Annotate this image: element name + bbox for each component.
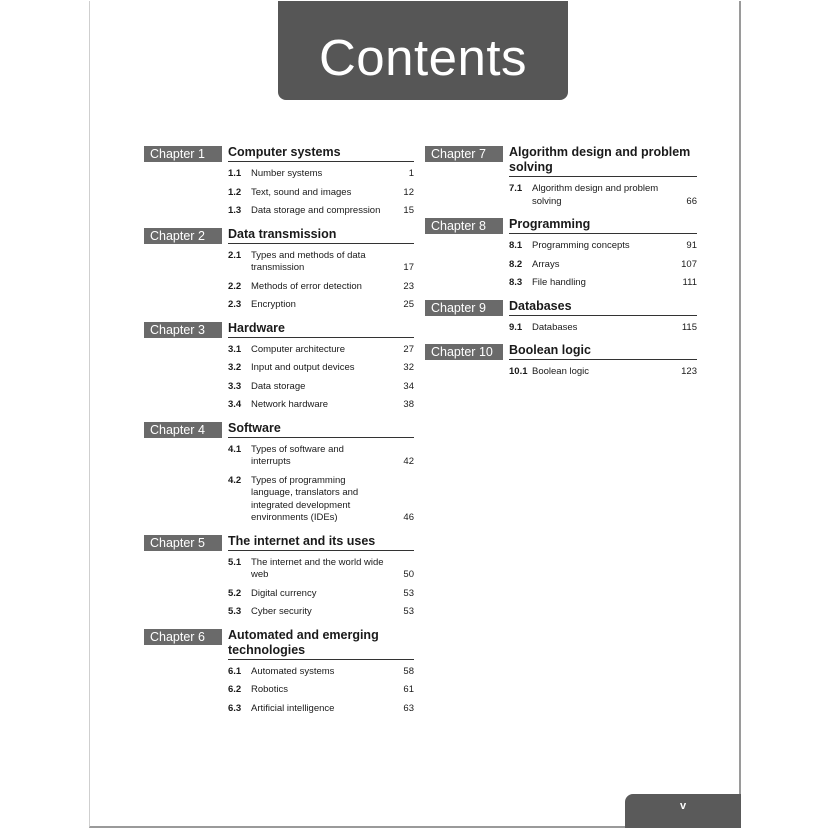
chapter-title: Algorithm design and problem solving: [509, 145, 697, 177]
chapter-heading: [144, 145, 414, 162]
section-list: [228, 438, 414, 525]
document-page: [89, 1, 741, 828]
section-number: 5.1: [228, 556, 242, 568]
section-entry[interactable]: [509, 322, 697, 335]
chapter-label: Chapter 4: [144, 422, 222, 438]
section-entry[interactable]: [228, 344, 414, 357]
section-page-number: 91: [686, 240, 697, 251]
chapter-heading: [144, 321, 414, 338]
section-entry[interactable]: [228, 703, 414, 716]
section-page-number: 46: [403, 512, 414, 523]
section-number: 1.1: [228, 168, 242, 179]
section-entry[interactable]: [228, 250, 414, 275]
section-title: Types of software and interrupts: [251, 443, 344, 467]
chapter-title: Boolean logic: [509, 343, 697, 360]
chapter-title: The internet and its uses: [228, 534, 414, 551]
section-entry[interactable]: [228, 381, 414, 394]
section-entry[interactable]: [228, 666, 414, 679]
section-title: Text, sound and images: [251, 186, 352, 198]
chapter-heading: [425, 299, 697, 316]
chapter-label: Chapter 5: [144, 535, 222, 551]
section-title: Number systems: [251, 168, 323, 179]
section-title: Data storage: [251, 380, 306, 392]
section-entry[interactable]: [509, 183, 697, 208]
section-entry[interactable]: [228, 475, 414, 525]
chapter-entry[interactable]: [425, 299, 697, 335]
section-number: 3.4: [228, 399, 242, 410]
section-number: 5.2: [228, 587, 242, 599]
chapter-label: Chapter 10: [425, 344, 503, 360]
toc-column-right: [425, 145, 697, 388]
chapter-heading: [144, 628, 414, 660]
section-title: Boolean logic: [532, 366, 590, 377]
section-entry[interactable]: [509, 277, 697, 290]
section-page-number: 66: [686, 195, 697, 207]
section-number: 6.3: [228, 702, 242, 714]
section-title: Databases: [532, 321, 578, 333]
section-title: Encryption: [251, 299, 296, 310]
section-title: The internet and the world wide web: [251, 556, 384, 580]
section-entry[interactable]: [509, 366, 697, 379]
section-entry[interactable]: [509, 240, 697, 253]
chapter-entry[interactable]: [425, 343, 697, 379]
section-title: Programming concepts: [532, 240, 630, 251]
section-list: [509, 360, 697, 379]
section-page-number: 1: [408, 168, 414, 179]
chapter-heading: [144, 534, 414, 551]
section-list: [228, 551, 414, 619]
section-number: 4.1: [228, 443, 242, 455]
section-number: 3.1: [228, 343, 242, 355]
section-number: 9.1: [509, 321, 523, 333]
section-title: Types of programming language, translators and integrated development environments (IDEs): [251, 474, 359, 523]
section-title: Methods of error detection: [251, 280, 362, 292]
chapter-label: Chapter 1: [144, 146, 222, 162]
chapter-entry[interactable]: [144, 534, 414, 619]
section-number: 2.1: [228, 249, 242, 261]
chapter-title: Software: [228, 421, 414, 438]
section-title: Input and output devices: [251, 362, 355, 373]
section-title: Network hardware: [251, 399, 329, 410]
section-page-number: 27: [403, 343, 414, 355]
chapter-entry[interactable]: [144, 321, 414, 412]
section-entry[interactable]: [509, 259, 697, 272]
chapter-heading: [425, 343, 697, 360]
chapter-label: Chapter 8: [425, 218, 503, 234]
section-page-number: 15: [403, 205, 414, 216]
section-title: Computer architecture: [251, 343, 345, 355]
section-list: [509, 316, 697, 335]
chapter-entry[interactable]: [425, 145, 697, 208]
section-number: 3.2: [228, 362, 242, 373]
section-number: 8.3: [509, 277, 523, 288]
chapter-title: Programming: [509, 217, 697, 234]
section-page-number: 23: [403, 280, 414, 292]
section-number: 2.3: [228, 299, 242, 310]
chapter-heading: [425, 145, 697, 177]
section-page-number: 111: [682, 277, 697, 288]
section-number: 8.1: [509, 240, 523, 251]
chapter-entry[interactable]: [144, 145, 414, 218]
section-title: Robotics: [251, 684, 288, 695]
section-number: 4.2: [228, 474, 242, 486]
section-number: 6.2: [228, 684, 242, 695]
section-number: 2.2: [228, 280, 242, 292]
section-number: 10.1: [509, 366, 528, 377]
section-entry[interactable]: [228, 281, 414, 294]
section-list: [228, 338, 414, 412]
section-page-number: 32: [403, 362, 414, 373]
section-entry[interactable]: [228, 299, 414, 312]
section-list: [509, 234, 697, 290]
section-entry[interactable]: [228, 684, 414, 697]
section-page-number: 12: [403, 186, 414, 198]
section-page-number: 25: [403, 299, 414, 310]
chapter-heading: [144, 421, 414, 438]
section-page-number: 38: [403, 399, 414, 410]
section-number: 6.1: [228, 665, 242, 677]
section-title: File handling: [532, 277, 586, 288]
section-list: [509, 177, 697, 208]
chapter-heading: [425, 217, 697, 234]
section-entry[interactable]: [228, 444, 414, 469]
section-title: Cyber security: [251, 606, 312, 617]
section-page-number: 42: [403, 456, 414, 467]
contents-header: [278, 1, 568, 100]
page-title: Contents: [318, 29, 528, 86]
section-page-number: 61: [403, 684, 414, 695]
chapter-title: Databases: [509, 299, 697, 316]
chapter-title: Automated and emerging technologies: [228, 628, 414, 660]
section-title: Digital currency: [251, 587, 317, 599]
section-number: 5.3: [228, 606, 242, 617]
section-title: Data storage and compression: [251, 205, 381, 216]
section-page-number: 53: [403, 606, 414, 617]
section-list: [228, 162, 414, 218]
chapter-entry[interactable]: [144, 421, 414, 525]
chapter-entry[interactable]: [425, 217, 697, 290]
section-entry[interactable]: [228, 588, 414, 601]
section-entry[interactable]: [228, 362, 414, 375]
page-number: v: [679, 800, 687, 812]
section-entry[interactable]: [228, 557, 414, 582]
chapter-label: Chapter 9: [425, 300, 503, 316]
section-entry[interactable]: [228, 168, 414, 181]
section-page-number: 58: [403, 665, 414, 677]
section-number: 8.2: [509, 258, 523, 270]
section-page-number: 123: [681, 366, 697, 377]
section-number: 1.3: [228, 205, 242, 216]
section-list: [228, 660, 414, 716]
chapter-title: Hardware: [228, 321, 414, 338]
section-entry[interactable]: [228, 187, 414, 200]
chapter-label: Chapter 6: [144, 629, 222, 645]
section-page-number: 50: [403, 569, 414, 580]
section-title: Types and methods of data transmission: [251, 249, 366, 273]
section-title: Artificial intelligence: [251, 702, 335, 714]
section-number: 1.2: [228, 186, 242, 198]
section-title: Algorithm design and problem solving: [532, 183, 659, 207]
chapter-title: Computer systems: [228, 145, 414, 162]
section-number: 3.3: [228, 380, 242, 392]
chapter-heading: [144, 227, 414, 244]
section-page-number: 34: [403, 380, 414, 392]
chapter-label: Chapter 3: [144, 322, 222, 338]
section-entry[interactable]: [228, 606, 414, 619]
section-entry[interactable]: [228, 399, 414, 412]
chapter-label: Chapter 7: [425, 146, 503, 162]
section-page-number: 17: [403, 262, 414, 273]
section-page-number: 53: [403, 587, 414, 599]
chapter-label: Chapter 2: [144, 228, 222, 244]
toc-column-left: [144, 145, 414, 724]
section-page-number: 63: [403, 702, 414, 714]
section-page-number: 115: [681, 321, 697, 333]
section-title: Automated systems: [251, 665, 335, 677]
chapter-entry[interactable]: [144, 227, 414, 312]
section-entry[interactable]: [228, 205, 414, 218]
section-title: Arrays: [532, 258, 560, 270]
chapter-entry[interactable]: [144, 628, 414, 716]
page-number-tab: [625, 794, 741, 828]
section-list: [228, 244, 414, 312]
section-number: 7.1: [509, 183, 523, 194]
chapter-title: Data transmission: [228, 227, 414, 244]
section-page-number: 107: [681, 258, 697, 270]
